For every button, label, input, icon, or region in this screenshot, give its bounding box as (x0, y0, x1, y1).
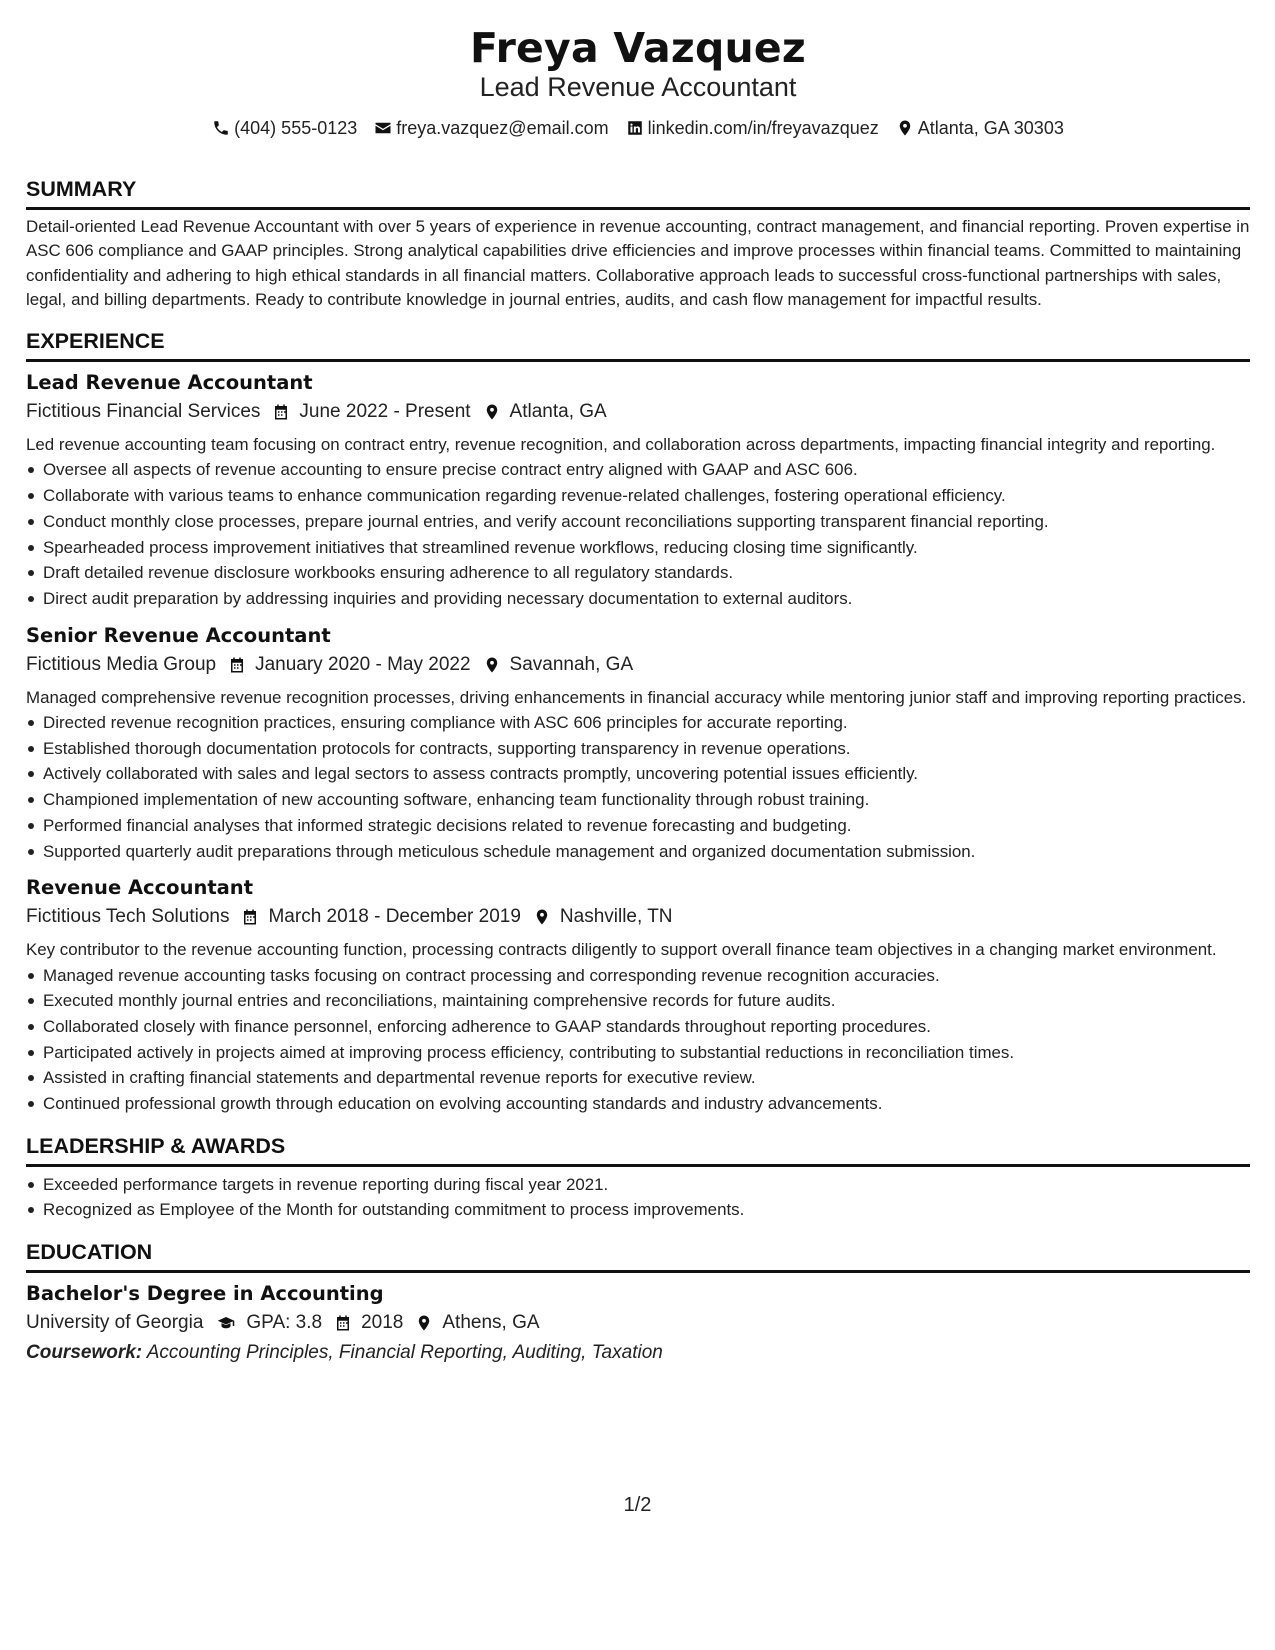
job-description: Led revenue accounting team focusing on contract entry, revenue recognition, and collaboration across departments, impacting financial integrity and reporting. (26, 435, 1216, 455)
job-company: Fictitious Tech Solutions (26, 906, 230, 928)
job-bullets (26, 457, 1250, 611)
job-dates: June 2022 - Present (299, 401, 471, 423)
job-company: Fictitious Financial Services (26, 401, 261, 423)
contact-email[interactable] (374, 117, 608, 139)
list-item: Managed revenue accounting tasks focusing on contract processing and corresponding revenue recognition accuracies. (26, 963, 1250, 989)
list-item: Assisted in crafting financial statements and departmental revenue reports for executive review. (26, 1065, 1250, 1091)
graduation-cap-icon (215, 1314, 237, 1332)
job-entry (26, 623, 1250, 865)
job-company: Fictitious Media Group (26, 653, 217, 675)
list-item: Executed monthly journal entries and reconciliations, maintaining comprehensive records for future audits. (26, 988, 1250, 1014)
map-marker-icon (483, 656, 501, 674)
resume-header (26, 0, 1250, 139)
list-item: Recognized as Employee of the Month for outstanding commitment to process improvements. (26, 1197, 1250, 1223)
job-location: Savannah, GA (509, 653, 634, 675)
map-marker-icon (483, 403, 501, 421)
map-marker-icon (415, 1314, 433, 1332)
job-entry (26, 370, 1250, 612)
leadership-title: LEADERSHIP & AWARDS (26, 1133, 1250, 1167)
experience-section (26, 328, 1250, 1117)
coursework-label: Coursework: (26, 1342, 143, 1364)
calendar-icon (228, 656, 246, 674)
candidate-role: Lead Revenue Accountant (479, 72, 797, 102)
list-item: Collaborated closely with finance personnel, enforcing adherence to GAAP standards throughout reporting procedures. (26, 1014, 1250, 1040)
job-title: Senior Revenue Accountant (26, 623, 331, 647)
email-text: freya.vazquez@email.com (396, 118, 609, 138)
summary-title: SUMMARY (26, 176, 1250, 210)
job-location: Atlanta, GA (509, 401, 607, 423)
list-item: Championed implementation of new accounting software, enhancing team functionality through robust training. (26, 787, 1250, 813)
list-item: Exceeded performance targets in revenue reporting during fiscal year 2021. (26, 1172, 1250, 1198)
job-dates: March 2018 - December 2019 (268, 906, 521, 928)
map-marker-icon (533, 908, 551, 926)
contact-phone[interactable] (212, 117, 357, 139)
job-entry (26, 875, 1250, 1117)
education-title: EDUCATION (26, 1239, 1250, 1273)
resume-page (26, 0, 1250, 1366)
degree-title: Bachelor's Degree in Accounting (26, 1282, 384, 1306)
map-marker-icon (896, 119, 914, 137)
leadership-section (26, 1133, 1250, 1223)
school-name: University of Georgia (26, 1312, 204, 1334)
job-location: Nashville, TN (559, 906, 673, 928)
calendar-icon (334, 1314, 352, 1332)
job-bullets (26, 710, 1250, 864)
list-item: Collaborate with various teams to enhance communication regarding revenue-related challenges, fostering operational efficiency. (26, 483, 1250, 509)
experience-title: EXPERIENCE (26, 328, 1250, 362)
list-item: Draft detailed revenue disclosure workbooks ensuring adherence to all regulatory standards. (26, 560, 1250, 586)
job-description: Key contributor to the revenue accounting function, processing contracts diligently to support overall finance team objectives in a changing market environment. (26, 940, 1217, 960)
coursework (26, 1340, 1250, 1366)
job-title: Lead Revenue Accountant (26, 371, 313, 395)
contact-row (26, 117, 1250, 139)
gpa-text: GPA: 3.8 (246, 1312, 323, 1334)
candidate-name: Freya Vazquez (470, 24, 806, 72)
page-number: 1/2 (623, 1494, 652, 1516)
list-item: Direct audit preparation by addressing inquiries and providing necessary documentation to external auditors. (26, 586, 1250, 612)
list-item: Oversee all aspects of revenue accounting to ensure precise contract entry aligned with GAAP and ASC 606. (26, 457, 1250, 483)
linkedin-text: linkedin.com/in/freyavazquez (647, 118, 879, 138)
job-bullets (26, 963, 1250, 1117)
list-item: Conduct monthly close processes, prepare journal entries, and verify account reconciliations supporting transparent financial reporting. (26, 509, 1250, 535)
list-item: Supported quarterly audit preparations through meticulous schedule management and organized documentation submission. (26, 839, 1250, 865)
phone-icon (212, 119, 230, 137)
leadership-bullets (26, 1172, 1250, 1223)
location-text: Atlanta, GA 30303 (917, 118, 1064, 138)
list-item: Continued professional growth through education on evolving accounting standards and industry advancements. (26, 1091, 1250, 1117)
list-item: Participated actively in projects aimed at improving process efficiency, contributing to substantial reductions in reconciliation times. (26, 1040, 1250, 1066)
list-item: Directed revenue recognition practices, ensuring compliance with ASC 606 principles for accurate reporting. (26, 710, 1250, 736)
calendar-icon (272, 403, 290, 421)
coursework-list: Accounting Principles, Financial Reporting, Auditing, Taxation (146, 1342, 663, 1364)
phone-text: (404) 555-0123 (234, 118, 358, 138)
job-dates: January 2020 - May 2022 (255, 653, 471, 675)
list-item: Actively collaborated with sales and legal sectors to assess contracts promptly, uncovering potential issues efficiently. (26, 761, 1250, 787)
job-meta (26, 904, 1250, 930)
list-item: Established thorough documentation protocols for contracts, supporting transparency in revenue operations. (26, 736, 1250, 762)
school-location: Athens, GA (442, 1312, 540, 1334)
job-title: Revenue Accountant (26, 876, 254, 900)
job-meta (26, 399, 1250, 425)
job-meta (26, 652, 1250, 678)
list-item: Spearheaded process improvement initiatives that streamlined revenue workflows, reducing closing time significantly. (26, 535, 1250, 561)
graduation-year: 2018 (361, 1312, 404, 1334)
envelope-icon (374, 119, 392, 137)
job-description: Managed comprehensive revenue recognition processes, driving enhancements in financial accuracy while mentoring junior staff and improving reporting practices. (26, 687, 1247, 707)
linkedin-icon (626, 119, 644, 137)
calendar-icon (241, 908, 259, 926)
contact-linkedin[interactable] (626, 117, 879, 139)
list-item: Performed financial analyses that informed strategic decisions related to revenue forecasting and budgeting. (26, 813, 1250, 839)
contact-location (896, 117, 1064, 139)
summary-text: Detail-oriented Lead Revenue Accountant with over 5 years of experience in revenue accounting, contract management, and financial reporting. Proven expertise in ASC 606 compliance and GAAP principles. Strong analytical capabilities drive efficiencies and improve processes within financial teams. Committed to maintaining confidentiality and adhering to high ethical standards in all financial matters. Collaborative approach leads to successful cross-functional partnerships with sales, legal, and billing departments. Ready to contribute knowledge in journal entries, audits, and cash flow management for impactful results. (26, 217, 1250, 309)
education-section (26, 1239, 1250, 1366)
summary-section (26, 176, 1250, 312)
education-meta (26, 1310, 1250, 1336)
